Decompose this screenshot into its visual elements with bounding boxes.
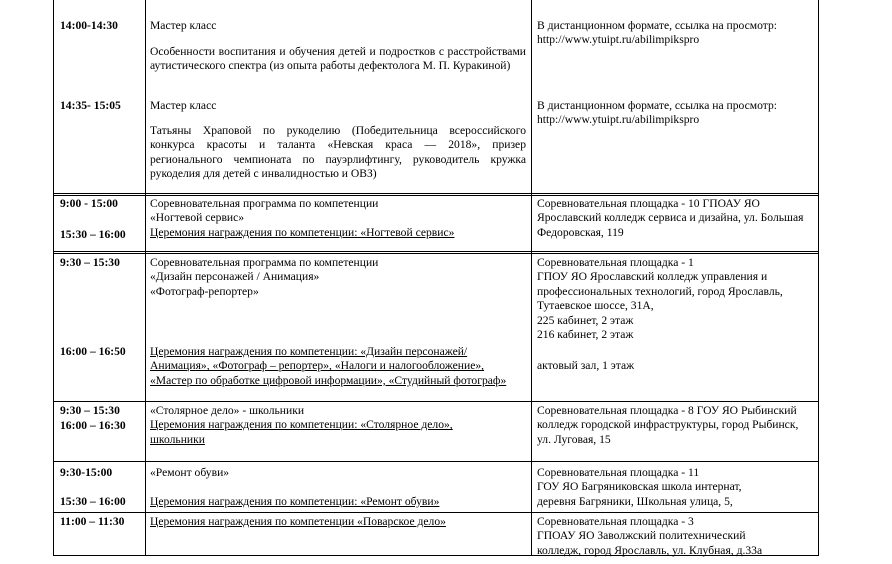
time-cell: 14:35- 15:05: [60, 99, 121, 112]
event-cell: [150, 404, 500, 447]
venue-line: деревня Багряники, Школьная улица, 5,: [537, 494, 733, 508]
event-description: Татьяны Храповой по рукоделию (Победительница всероссийского конкурса красоты и таланта «Невская краса — 2018», призер регионального чемпионата по пауэрлифтингу, руководитель кружка рукоделия для детей с инвалидностью и ОВЗ): [150, 124, 526, 181]
time-cell: 9:30 – 15:30: [60, 404, 120, 417]
row-divider: [53, 195, 819, 196]
venue-line: колледж, город Ярославль, ул. Клубная, д.33а: [537, 543, 763, 557]
venue-line: Соревновательная площадка - 11: [537, 466, 700, 479]
event-line: Соревновательная программа по компетенции: [150, 197, 379, 210]
time-cell: 14:00-14:30: [60, 19, 118, 32]
time-cell: 11:00 – 11:30: [60, 515, 125, 528]
event-title: Мастер класс: [150, 19, 217, 32]
row-divider: [53, 253, 819, 254]
row-divider: [53, 251, 819, 252]
venue-line: 225 кабинет, 2 этаж: [537, 313, 634, 327]
time-cell: 9:30 – 15:30: [60, 256, 120, 269]
event-line: «Фотограф-репортер»: [150, 284, 259, 298]
award-ceremony: Церемония награждения по компетенции: «Столярное дело», школьники: [150, 418, 453, 446]
venue-cell: Соревновательная площадка - 10 ГПОАУ ЯО Ярославский колледж сервиса и дизайна, ул. Большая Федоровская, 119: [537, 197, 804, 239]
time-cell: 15:30 – 16:00: [60, 495, 126, 508]
venue-line: Соревновательная площадка - 1: [537, 256, 694, 269]
time-cell: 9:00 - 15:00: [60, 197, 118, 210]
event-line: «Дизайн персонажей / Анимация»: [150, 270, 320, 284]
table-column-divider-1: [145, 0, 146, 556]
event-line: «Ногтевой сервис»: [150, 211, 245, 225]
event-line: «Ремонт обуви»: [150, 466, 230, 479]
table-column-divider-2: [531, 0, 532, 556]
venue-cell: В дистанционном формате, ссылка на просмотр: http://www.ytuipt.ru/abilimpikspro: [537, 99, 777, 127]
venue-cell: Соревновательная площадка - 8 ГОУ ЯО Рыбинский колледж городской инфраструктуры, город Рыбинск, ул. Луговая, 15: [537, 404, 799, 446]
time-cell: 9:30-15:00: [60, 466, 113, 479]
row-divider: [53, 401, 819, 402]
time-cell: 16:00 – 16:30: [60, 419, 126, 432]
event-cell: [150, 197, 526, 240]
venue-line: Тутаевское шоссе, 31А,: [537, 299, 654, 313]
venue-line: 216 кабинет, 2 этаж: [537, 328, 634, 342]
award-ceremony: Церемония награждения по компетенции: «Ногтевой сервис»: [150, 225, 455, 239]
row-divider: [53, 512, 819, 513]
venue-line: ГПОАУ ЯО Заволжский политехнический: [537, 529, 746, 543]
time-cell: 16:00 – 16:50: [60, 345, 126, 358]
venue-line: профессиональных технологий, город Ярославль,: [537, 284, 783, 298]
time-cell: 15:30 – 16:00: [60, 228, 126, 241]
venue-line: Соревновательная площадка - 3: [537, 515, 694, 528]
event-line: Соревновательная программа по компетенции: [150, 256, 379, 269]
event-title: Мастер класс: [150, 99, 217, 112]
venue-cell: [537, 515, 817, 558]
row-divider: [53, 461, 819, 462]
venue-cell: [537, 466, 813, 509]
venue-cell: В дистанционном формате, ссылка на просмотр: http://www.ytuipt.ru/abilimpikspro: [537, 19, 777, 47]
award-ceremony: Церемония награждения по компетенции: «Ремонт обуви»: [150, 495, 440, 508]
venue-line: актовый зал, 1 этаж: [537, 359, 635, 372]
venue-line: ГОУ ЯО Багряниковская школа интернат,: [537, 480, 742, 494]
venue-cell: [537, 256, 815, 342]
event-line: «Столярное дело» - школьники: [150, 404, 305, 417]
award-ceremony: Церемония награждения по компетенции: «Дизайн персонажей/Анимация», «Фотограф – репортер», «Налоги и налогообложение», «Мастер по обработке цифровой информации», «Студийный фотограф»: [150, 345, 507, 387]
venue-line: ГПОУ ЯО Ярославский колледж управления и: [537, 270, 768, 284]
table-border-right: [818, 0, 819, 556]
table-border-left: [53, 0, 54, 556]
award-ceremony: Церемония награждения по компетенции «Поварское дело»: [150, 515, 446, 528]
event-description: Особенности воспитания и обучения детей и подростков с расстройствами аутистического спектра (из опыта работы дефектолога М. П. Куракиной): [150, 45, 526, 73]
event-cell: [150, 256, 526, 299]
